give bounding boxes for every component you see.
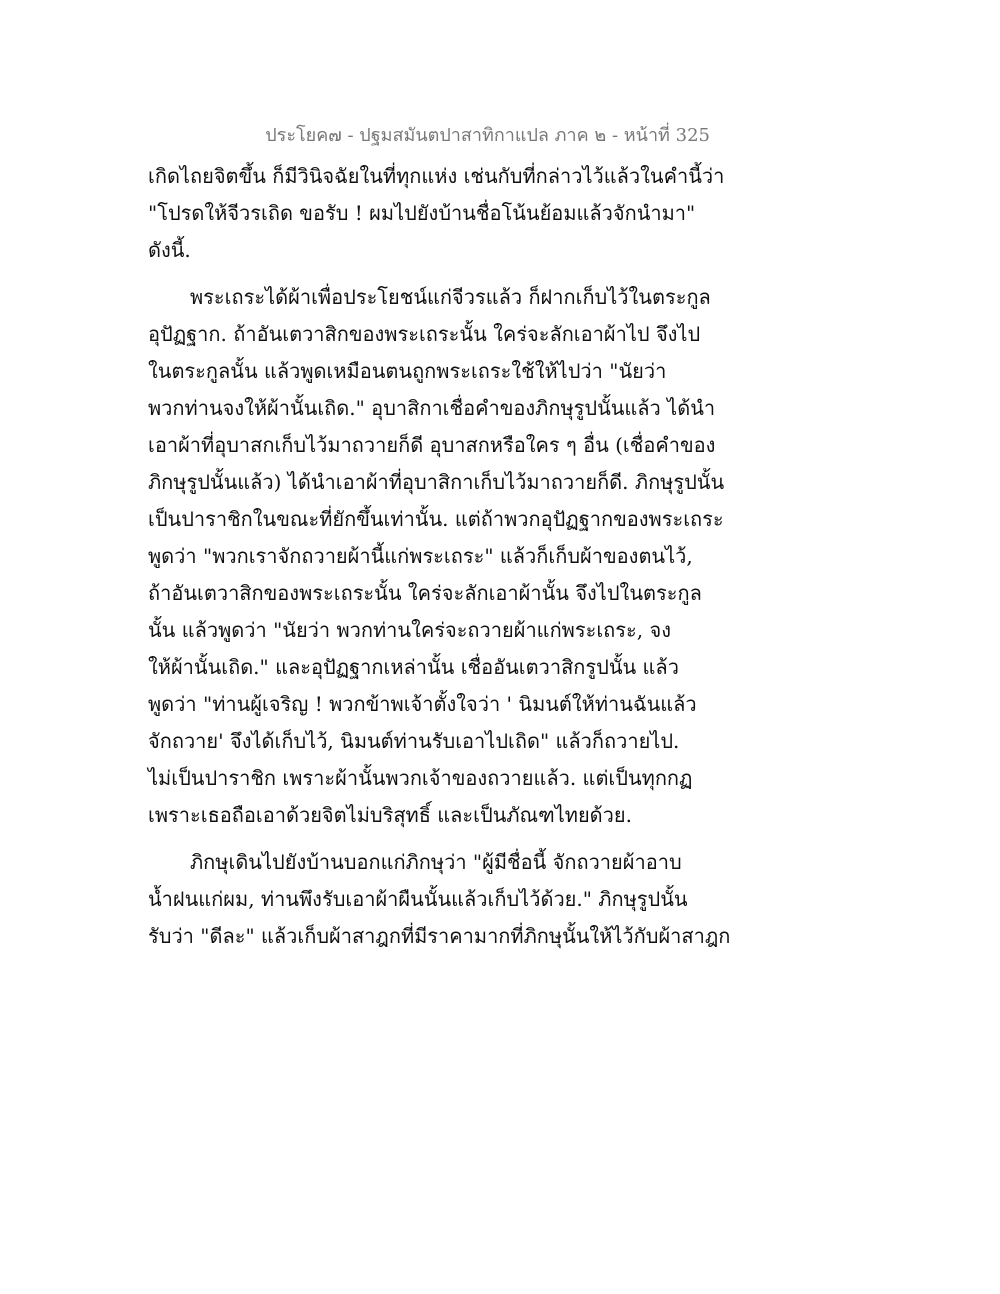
text-line: นั้น แล้วพูดว่า "นัยว่า พวกท่านใคร่จะถวายผ้าแก่พระเถระ, จง [148, 618, 671, 642]
text-line: ภิกษุรูปนั้นแล้ว) ได้นำเอาผ้าที่อุบาสิกาเก็บไว้มาถวายก็ดี. ภิกษุรูปนั้น [148, 470, 725, 494]
text-line: พวกท่านจงให้ผ้านั้นเถิด." อุบาสิกาเชื่อคำของภิกษุรูปนั้นแล้ว ได้นำ [148, 396, 716, 420]
paragraph-1 [148, 158, 725, 269]
text-line: จักถวาย' จึงได้เก็บไว้, นิมนต์ท่านรับเอาไปเถิด" แล้วก็ถวายไป. [148, 729, 680, 753]
text-line: พูดว่า "ท่านผู้เจริญ ! พวกข้าพเจ้าตั้งใจว่า ' นิมนต์ให้ท่านฉันแล้ว [148, 692, 697, 716]
text-line: อุปัฏฐาก. ถ้าอันเตวาสิกของพระเถระนั้น ใคร่จะลักเอาผ้าไป จึงไป [148, 322, 701, 346]
text-line: เอาผ้าที่อุบาสกเก็บไว้มาถวายก็ดี อุบาสกหรือใคร ๆ อื่น (เชื่อคำของ [148, 433, 716, 457]
text-line: พูดว่า "พวกเราจักถวายผ้านี้แก่พระเถระ" แล้วก็เก็บผ้าของตนไว้, [148, 544, 693, 568]
body-text [148, 158, 731, 955]
text-line: ถ้าอันเตวาสิกของพระเถระนั้น ใคร่จะลักเอาผ้านั้น จึงไปในตระกูล [148, 581, 702, 605]
text-line: เป็นปาราชิกในขณะที่ยักขึ้นเท่านั้น. แต่ถ้าพวกอุปัฏฐากของพระเถระ [148, 507, 724, 531]
paragraph-2 [148, 279, 725, 834]
text-line: "โปรดให้จีวรเถิด ขอรับ ! ผมไปยังบ้านชื่อโน้นย้อมแล้วจักนำมา" [148, 201, 696, 225]
text-line: เกิดไถยจิตขึ้น ก็มีวินิจฉัยในที่ทุกแห่ง เช่นกับที่กล่าวไว้แล้วในคำนี้ว่า [148, 164, 725, 188]
running-header: ประโยค๗ - ปฐมสมันตปาสาทิกาแปล ภาค ๒ - หน้าที่ 325 [265, 125, 710, 146]
text-line: พระเถระได้ผ้าเพื่อประโยชน์แก่จีวรแล้ว ก็ฝากเก็บไว้ในตระกูล [190, 285, 711, 309]
text-line: ดังนี้. [148, 238, 191, 262]
text-line: รับว่า "ดีละ" แล้วเก็บผ้าสาฎกที่มีราคามากที่ภิกษุนั้นให้ไว้กับผ้าสาฎก [148, 924, 731, 948]
text-line: เพราะเธอถือเอาด้วยจิตไม่บริสุทธิ์ และเป็นภัณฑไทยด้วย. [148, 803, 632, 827]
text-line: ให้ผ้านั้นเถิด." และอุปัฏฐากเหล่านั้น เชื่ออันเตวาสิกรูปนั้น แล้ว [148, 655, 679, 679]
text-line: ในตระกูลนั้น แล้วพูดเหมือนตนถูกพระเถระใช้ให้ไปว่า "นัยว่า [148, 359, 667, 383]
text-line: ไม่เป็นปาราชิก เพราะผ้านั้นพวกเจ้าของถวายแล้ว. แต่เป็นทุกกฏ [148, 766, 693, 790]
text-line: ภิกษุเดินไปยังบ้านบอกแก่ภิกษุว่า "ผู้มีชื่อนี้ จักถวายผ้าอาบ [190, 850, 682, 874]
text-line: น้ำฝนแก่ผม, ท่านพึงรับเอาผ้าผืนนั้นแล้วเก็บไว้ด้วย." ภิกษุรูปนั้น [148, 887, 688, 911]
paragraph-3 [148, 844, 731, 955]
